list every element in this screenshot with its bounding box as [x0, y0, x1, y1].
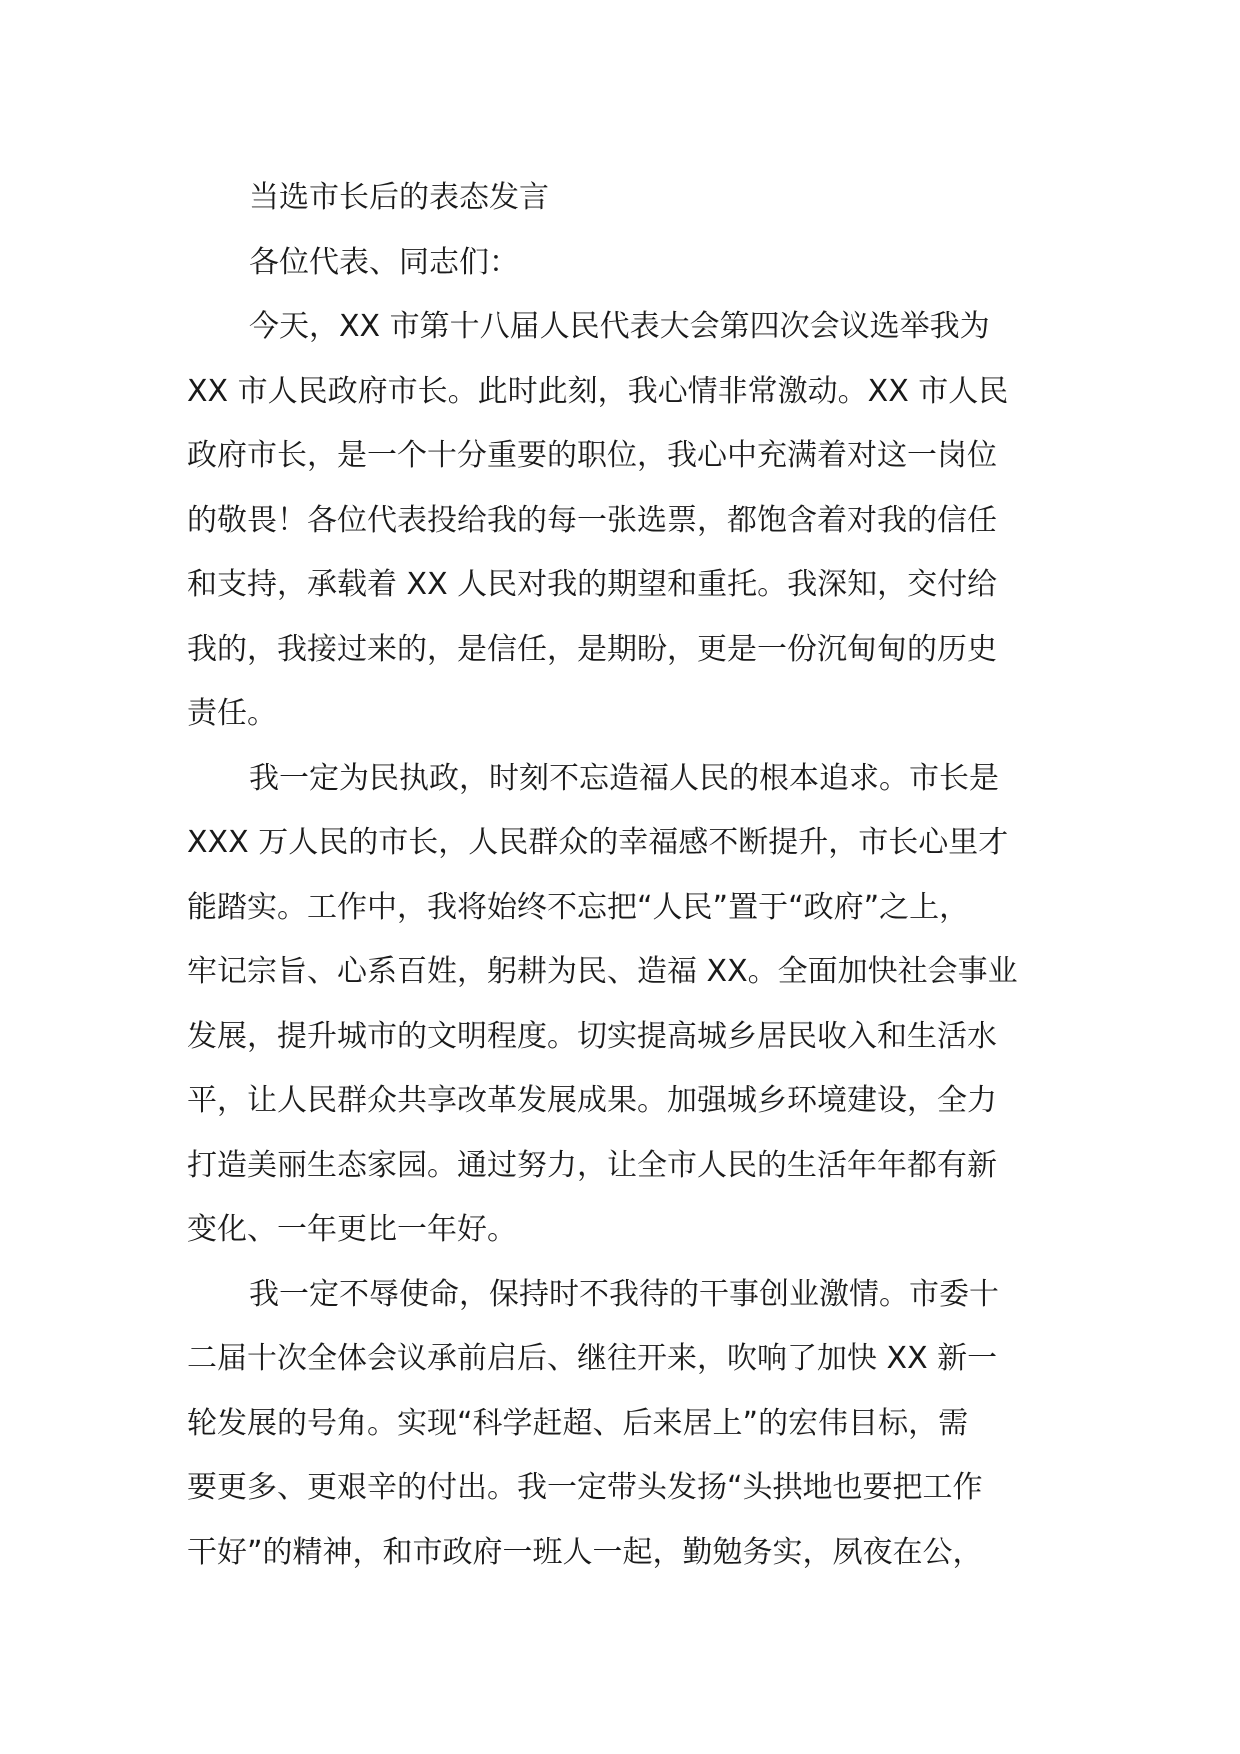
paragraph-line: 今天，XX 市第十八届人民代表大会第四次会议选举我为 [249, 309, 990, 344]
document-body [187, 166, 1067, 1585]
paragraph-3 [187, 1263, 1067, 1586]
paragraph-line: 发展，提升城市的文明程度。切实提高城乡居民收入和生活水 [187, 1018, 997, 1054]
paragraph-line: 我一定不辱使命，保持时不我待的干事创业激情。市委十 [249, 1276, 999, 1312]
paragraph-line: 责任。 [187, 696, 277, 731]
salutation: 各位代表、同志们： [249, 244, 519, 280]
paragraph-line: XXX 万人民的市长，人民群众的幸福感不断提升，市长心里才 [187, 825, 1009, 860]
paragraph-line: 平，让人民群众共享改革发展成果。加强城乡环境建设，全力 [187, 1083, 997, 1118]
paragraph-line: 我的，我接过来的，是信任，是期盼，更是一份沉甸甸的历史 [187, 631, 997, 667]
paragraph-line: XX 市人民政府市长。此时此刻，我心情非常激动。XX 市人民 [187, 373, 1009, 409]
paragraph-line: 轮发展的号角。实现“科学赶超、后来居上”的宏伟目标，需 [187, 1405, 969, 1441]
paragraph-line: 牢记宗旨、心系百姓，躬耕为民、造福 XX。全面加快社会事业 [187, 954, 1018, 989]
paragraph-line: 要更多、更艰辛的付出。我一定带头发扬“头拱地也要把工作 [187, 1470, 983, 1505]
document-title: 当选市长后的表态发言 [249, 180, 549, 215]
paragraph-line: 我一定为民执政，时刻不忘造福人民的根本追求。市长是 [249, 760, 999, 796]
paragraph-line: 政府市长，是一个十分重要的职位，我心中充满着对这一岗位 [187, 438, 997, 473]
paragraph-2 [187, 747, 1067, 1263]
paragraph-1 [187, 295, 1067, 747]
paragraph-line: 和支持，承载着 XX 人民对我的期望和重托。我深知，交付给 [187, 567, 998, 602]
paragraph-line: 的敬畏！各位代表投给我的每一张选票，都饱含着对我的信任 [187, 502, 997, 538]
paragraph-line: 二届十次全体会议承前启后、继往开来，吹响了加快 XX 新一 [187, 1341, 998, 1376]
paragraph-line: 能踏实。工作中，我将始终不忘把“人民”置于“政府”之上， [187, 889, 970, 925]
paragraph-line: 打造美丽生态家园。通过努力，让全市人民的生活年年都有新 [187, 1147, 997, 1183]
paragraph-line: 干好”的精神，和市政府一班人一起，勤勉务实，夙夜在公， [187, 1534, 983, 1570]
paragraph-line: 变化、一年更比一年好。 [187, 1212, 517, 1247]
